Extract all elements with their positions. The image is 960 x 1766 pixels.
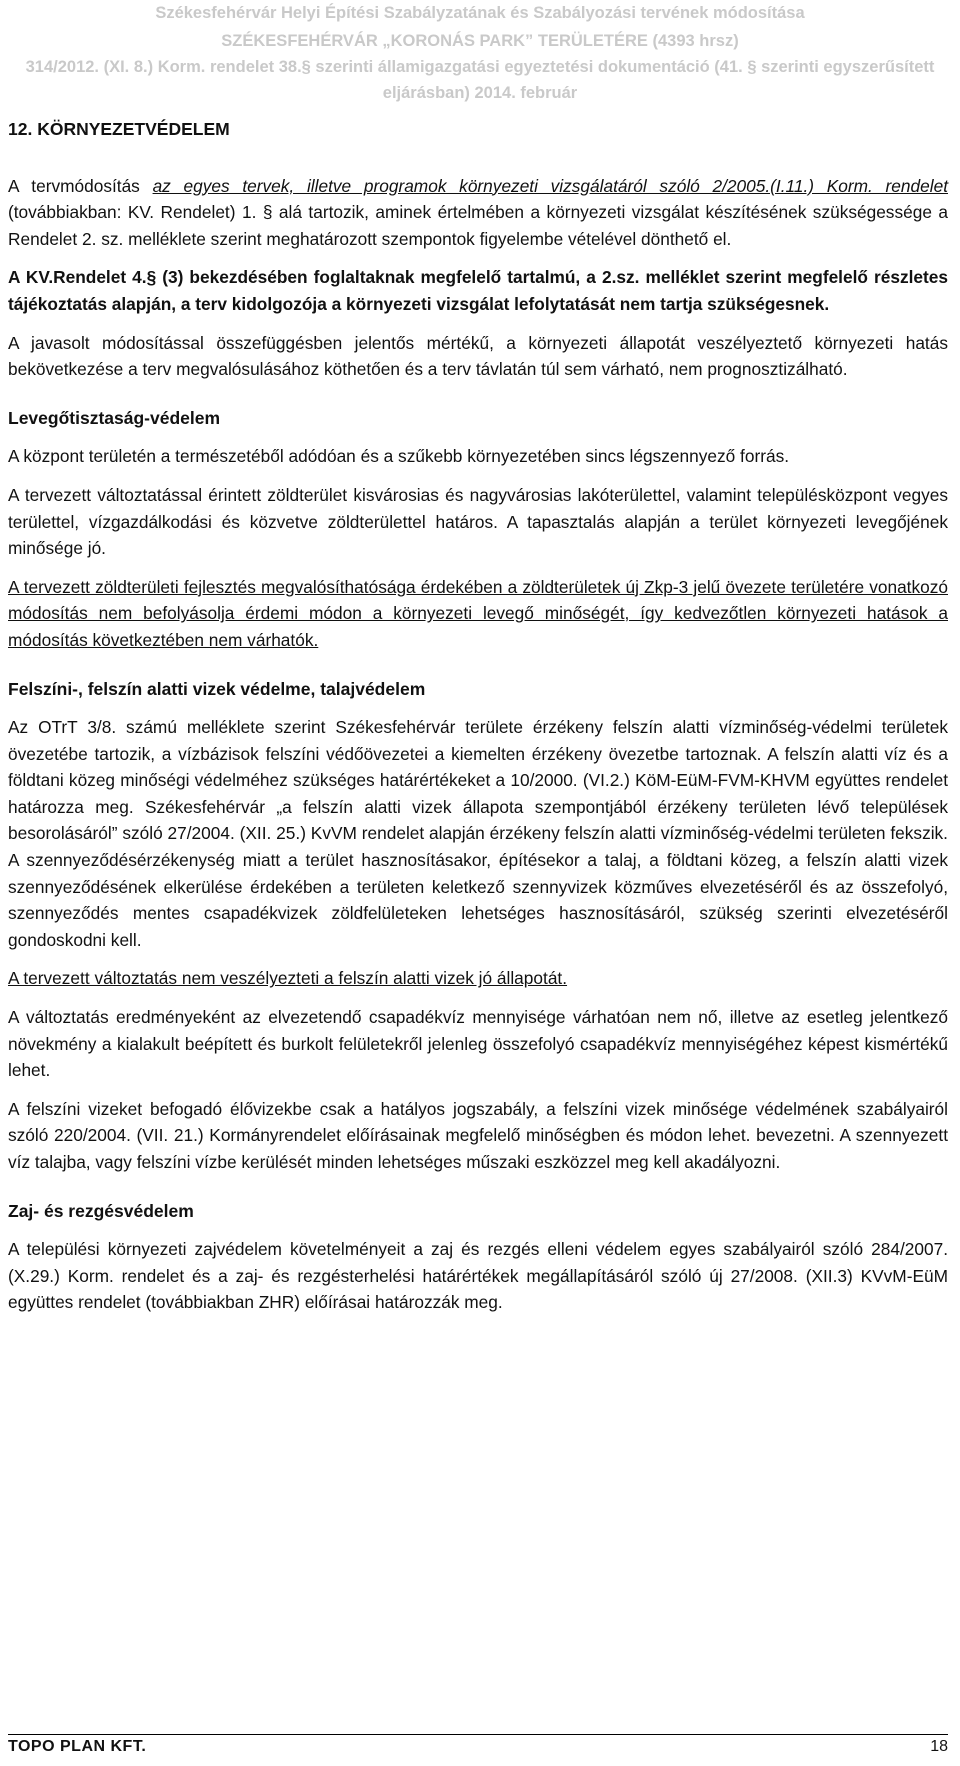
water-paragraph-1: Az OTrT 3/8. számú melléklete szerint Székesfehérvár területe érzékeny felszín alatti vízminőség-védelmi területek övezetébe tartozik, a vízbázisok felszíni védőövezetei a kiemelten érzékeny övezetbe tartoznak. A felszín alatti víz és a földtani közeg minőségi védelméhez szükséges határértékeket a 10/2000. (VI.2.) KöM-EüM-FVM-KHVM együttes rendelet határozza meg. Székesfehérvár „a felszín alatti vizek állapota szempontjából érzékeny területen lévő települések besorolásáról” szóló 27/2004. (XII. 25.) KvVM rendelet alapján érzékeny felszín alatti vízminőség-védelmi területen fekszik. A szennyeződésérzékenység miatt a terület hasznosításakor, építésekor a talaj, a földtani közeg, a felszín alatti vizek szennyeződésének elkerülése érdekében a területen keletkező szennyvizek közműves elvezetéséről és az összefolyó, szennyeződés mentes csapadékvizek zöldfelületeken lehetséges hasznosításáról, szükség szerinti elvezetéséről gondoskodni kell. (8, 717, 948, 950)
intro-text-a: A tervmódosítás (8, 175, 153, 196)
water-section-title: Felszíni-, felszín alatti vizek védelme, talajvédelem (8, 678, 426, 699)
impact-paragraph: A javasolt módosítással összefüggésben jelentős mértékű, a környezeti állapotát veszélyeztető környezeti hatás bekövetkezése a terv megvalósulásához köthetően és a terv távlatán túl sem várható, nem prognosztizálható. (8, 332, 948, 380)
decision-paragraph: A KV.Rendelet 4.§ (3) bekezdésében foglaltaknak megfelelő tartalmú, a 2.sz. melléklet szerint megfelelő részletes tájékoztatás alapján, a terv kidolgozója a környezeti vizsgálat lefolytatását nem tartja szükségesnek. (8, 267, 948, 314)
page-footer (8, 1738, 948, 1760)
header-date-line: eljárásban) 2014. február (382, 84, 578, 102)
header-subtitle-line: SZÉKESFEHÉRVÁR „KORONÁS PARK” TERÜLETÉRE (4393 hrsz) (221, 32, 739, 50)
document-body (8, 116, 948, 1316)
air-conclusion: A tervezett zöldterületi fejlesztés megvalósíthatósága érdekében a zöldterületek új Zkp-3 jelű övezete területére vonatkozó módosítás nem befolyásolja érdemi módon a környezeti levegő minőségét, így kedvezőtlen környezeti hatások a módosítás következtében nem várhatók. (8, 576, 948, 650)
footer-company: TOPO PLAN KFT. (8, 1738, 147, 1755)
page-number: 18 (930, 1738, 948, 1755)
footer-divider (8, 1734, 948, 1735)
section-title: 12. KÖRNYEZETVÉDELEM (8, 119, 230, 139)
air-section-title: Levegőtisztaság-védelem (8, 407, 221, 428)
header-title-line: Székesfehérvár Helyi Építési Szabályzatának és Szabályozási tervének módosítása (155, 4, 805, 22)
intro-paragraph (8, 173, 948, 253)
water-paragraph-3: A változtatás eredményeként az elvezetendő csapadékvíz mennyisége várhatóan nem nő, illetve az esetleg jelentkező növekmény a kialakult beépített és burkolt felületekről jelenleg összefolyó csapadékvíz mennyiségéhez képest kismértékű lehet. (8, 1007, 948, 1081)
document-header (0, 0, 960, 108)
air-paragraph-1: A központ területén a természetéből adódóan és a szűkebb környezetében sincs légszennyező forrás. (8, 446, 790, 467)
header-procedure-line: 314/2012. (XI. 8.) Korm. rendelet 38.§ szerinti államigazgatási egyeztetési dokumentáció (41. § szerinti egyszerűsített (25, 58, 935, 76)
intro-regulation-ref: az egyes tervek, illetve programok környezeti vizsgálatáról szóló 2/2005.(I.11.) Korm. rendelet (152, 175, 948, 196)
water-conclusion: A tervezett változtatás nem veszélyezteti a felszín alatti vizek jó állapotát. (8, 968, 568, 989)
noise-section-title: Zaj- és rezgésvédelem (8, 1200, 194, 1221)
water-paragraph-4: A felszíni vizeket befogadó élővizekbe csak a hatályos jogszabály, a felszíni vizek minősége védelmének szabályairól szóló 220/2004. (VII. 21.) Kormányrendelet előírásainak megfelelő minőségben és módon lehet. bevezetni. A szennyezett víz talajba, vagy felszíni vízbe kerülését minden lehetséges műszaki eszközzel meg kell akadályozni. (8, 1098, 948, 1172)
air-paragraph-2: A tervezett változtatással érintett zöldterület kisvárosias és nagyvárosias lakóterülettel, valamint településközpont vegyes területtel, vízgazdálkodási és közvetve zöldterülettel határos. A tapasztalás alapján a terület környezeti levegőjének minősége jó. (8, 484, 948, 559)
noise-paragraph-1: A települési környezeti zajvédelem követelményeit a zaj és rezgés elleni védelem egyes szabályairól szóló 284/2007. (X.29.) Korm. rendelet és a zaj- és rezgésterhelési határértékek megállapításáról szóló új 27/2008. (XII.3) KVvM-EüM együttes rendelet (továbbiakban ZHR) előírásai határozzák meg. (8, 1239, 948, 1313)
intro-text-b: (továbbiakban: KV. Rendelet) 1. § alá tartozik, aminek értelmében a környezeti vizsgálat készítésének szükségessége a Rendelet 2. sz. melléklete szerint meghatározott szempontok figyelembe vételével dönthető el. (8, 202, 948, 249)
